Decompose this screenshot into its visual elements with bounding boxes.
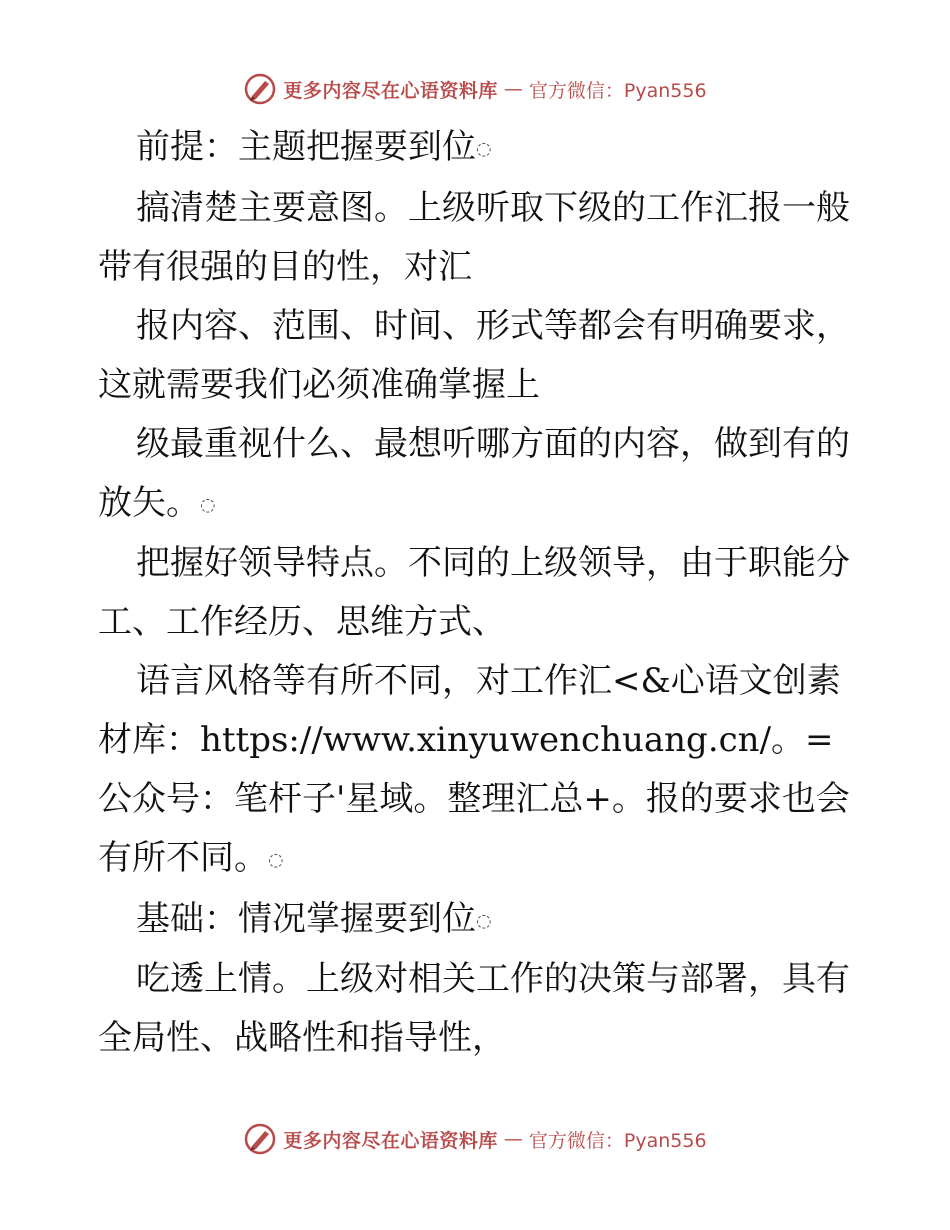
footer-watermark [0, 1122, 950, 1156]
paragraph-6: 语言风格等有所不同，对工作汇<&心语文创素材库：https://www.xinyuwenchuang.cn/。=公众号：笔杆子'星域。整理汇总+。报的要求也会有所不同。◌ [98, 661, 850, 878]
paragraph-7: 基础：情况掌握要到位◌ [136, 898, 492, 939]
watermark-separator: — [503, 1128, 523, 1150]
paragraph-mark-icon: ◌ [476, 138, 492, 160]
paragraph-mark-icon: ◌ [200, 494, 216, 515]
watermark-wechat: 官方微信：Pyan556 [528, 79, 707, 102]
header-watermark [0, 72, 950, 106]
paragraph-2: 搞清楚主要意图。上级听取下级的工作汇报一般带有很强的目的性，对汇 [98, 187, 850, 287]
paragraph-1: 前提：主题把握要到位◌ [136, 127, 492, 167]
paragraph-mark-icon: ◌ [476, 910, 492, 931]
paragraph-8: 吃透上情。上级对相关工作的决策与部署，具有全局性、战略性和指导性， [98, 959, 850, 1058]
paragraph-mark-icon: ◌ [268, 849, 284, 871]
pen-circle-logo-icon [243, 72, 277, 106]
pen-circle-logo-icon [243, 1122, 277, 1156]
watermark-separator: — [503, 78, 523, 100]
paragraph-3: 报内容、范围、时间、形式等都会有明确要求，这就需要我们必须准确掌握上 [98, 305, 850, 405]
watermark-text: 更多内容尽在心语资料库 [283, 1129, 498, 1152]
paragraph-4: 级最重视什么、最想听哪方面的内容，做到有的放矢。◌ [98, 423, 850, 523]
paragraph-5: 把握好领导特点。不同的上级领导，由于职能分工、工作经历、思维方式、 [98, 543, 850, 642]
watermark-text: 更多内容尽在心语资料库 [283, 79, 498, 102]
document-body [98, 118, 858, 1068]
watermark-wechat: 官方微信：Pyan556 [528, 1129, 707, 1152]
